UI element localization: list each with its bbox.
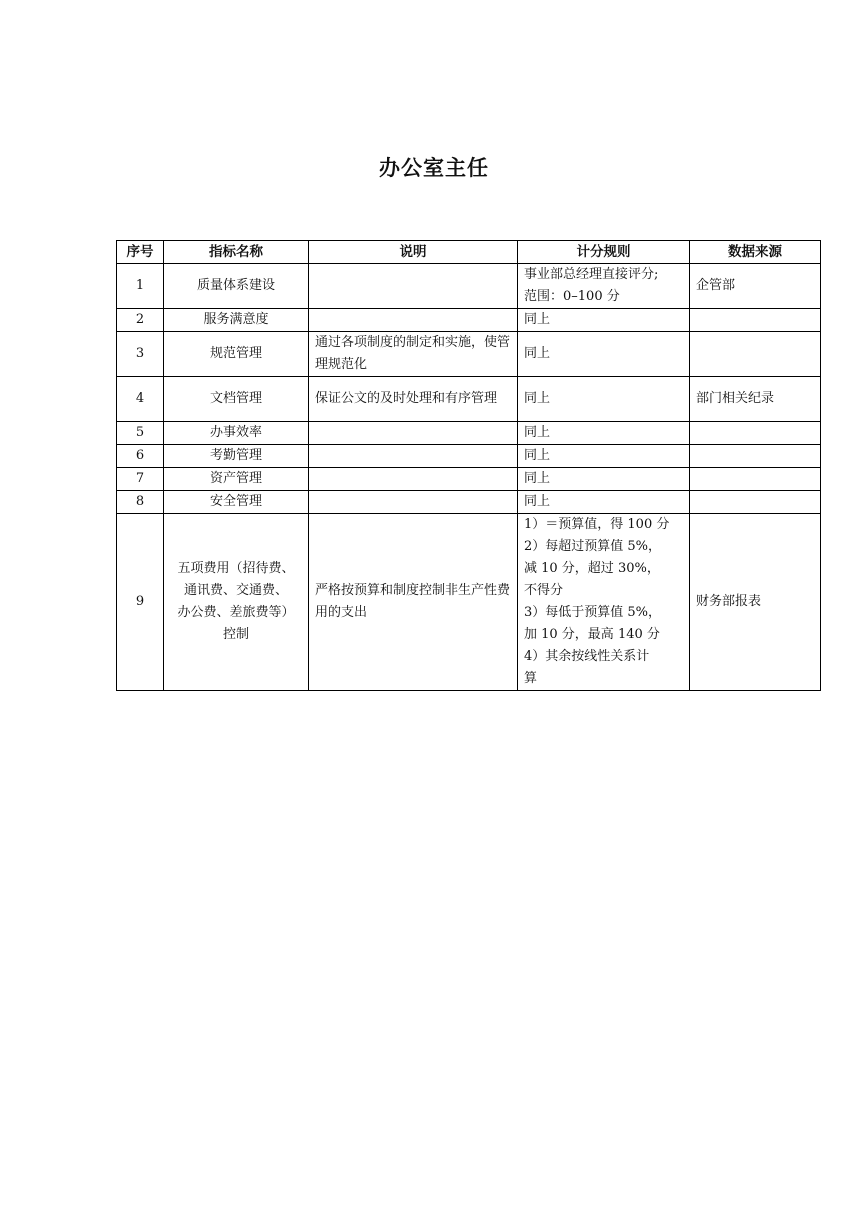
row-description: 保证公文的及时处理和有序管理: [309, 377, 518, 422]
row-data-source: [690, 491, 821, 514]
row-metric-name: 规范管理: [164, 332, 309, 377]
rule-line: 1）＝预算值，得 100 分: [524, 517, 670, 532]
table-row: [117, 468, 821, 491]
metric-name-line: 控制: [222, 627, 249, 642]
row-metric-name: 办事效率: [164, 422, 309, 445]
metric-name-line: 办公费、差旅费等）: [177, 605, 295, 620]
rule-line: 不得分: [524, 583, 564, 598]
row-index: 3: [117, 332, 164, 377]
row-metric-name: 安全管理: [164, 491, 309, 514]
row-description: [309, 468, 518, 491]
row-data-source: [690, 468, 821, 491]
table-row: [117, 491, 821, 514]
row-data-source: 部门相关纪录: [690, 377, 821, 422]
row-index: 5: [117, 422, 164, 445]
header-description: 说明: [309, 241, 518, 264]
table-row: [117, 445, 821, 468]
row-description: [309, 422, 518, 445]
row-scoring-rule: [518, 264, 690, 309]
row-index: 7: [117, 468, 164, 491]
row-data-source: [690, 332, 821, 377]
table-header-row: [117, 241, 821, 264]
row-metric-name: 考勤管理: [164, 445, 309, 468]
row-index: 8: [117, 491, 164, 514]
row-metric-name: 质量体系建设: [164, 264, 309, 309]
row-index: 6: [117, 445, 164, 468]
table-row: [117, 422, 821, 445]
row-description: 严格按预算和制度控制非生产性费用的支出: [309, 514, 518, 691]
rule-line: 加 10 分，最高 140 分: [524, 627, 660, 642]
row-scoring-rule: 同上: [518, 309, 690, 332]
row-metric-name: 文档管理: [164, 377, 309, 422]
header-scoring-rule: 计分规则: [518, 241, 690, 264]
table-row: [117, 264, 821, 309]
row-scoring-rule: 同上: [518, 468, 690, 491]
table-row: [117, 332, 821, 377]
row-index: 9: [117, 514, 164, 691]
kpi-table: [116, 240, 821, 691]
header-data-source: 数据来源: [690, 241, 821, 264]
row-description: 通过各项制度的制定和实施，使管理规范化: [309, 332, 518, 377]
row-scoring-rule: 同上: [518, 445, 690, 468]
row-data-source: [690, 309, 821, 332]
row-index: 2: [117, 309, 164, 332]
row-scoring-rule: 同上: [518, 491, 690, 514]
rule-line: 3）每低于预算值 5%，: [524, 605, 662, 620]
row-metric-name: 服务满意度: [164, 309, 309, 332]
metric-name-line: 五项费用（招待费、: [177, 561, 295, 576]
row-metric-name: [164, 514, 309, 691]
row-data-source: 财务部报表: [690, 514, 821, 691]
row-scoring-rule: 同上: [518, 422, 690, 445]
page-title: 办公室主任: [379, 156, 489, 180]
row-description: [309, 491, 518, 514]
rule-line: 减 10 分，超过 30%，: [524, 561, 660, 576]
row-index: 4: [117, 377, 164, 422]
rule-line: 4）其余按线性关系计: [524, 649, 650, 664]
row-scoring-rule: [518, 514, 690, 691]
table-row: [117, 514, 821, 691]
row-metric-name: 资产管理: [164, 468, 309, 491]
row-data-source: 企管部: [690, 264, 821, 309]
row-index: 1: [117, 264, 164, 309]
header-metric-name: 指标名称: [164, 241, 309, 264]
row-data-source: [690, 422, 821, 445]
row-description: [309, 309, 518, 332]
table-row: [117, 309, 821, 332]
metric-name-line: 通讯费、交通费、: [183, 583, 288, 598]
rule-line: 2）每超过预算值 5%，: [524, 539, 662, 554]
row-scoring-rule: 同上: [518, 332, 690, 377]
row-data-source: [690, 445, 821, 468]
header-index: 序号: [117, 241, 164, 264]
rule-line: 范围：0–100 分: [524, 289, 620, 304]
rule-line: 算: [524, 671, 538, 686]
rule-line: 事业部总经理直接评分;: [524, 267, 659, 282]
table-row: [117, 377, 821, 422]
row-scoring-rule: 同上: [518, 377, 690, 422]
row-description: [309, 264, 518, 309]
row-description: [309, 445, 518, 468]
